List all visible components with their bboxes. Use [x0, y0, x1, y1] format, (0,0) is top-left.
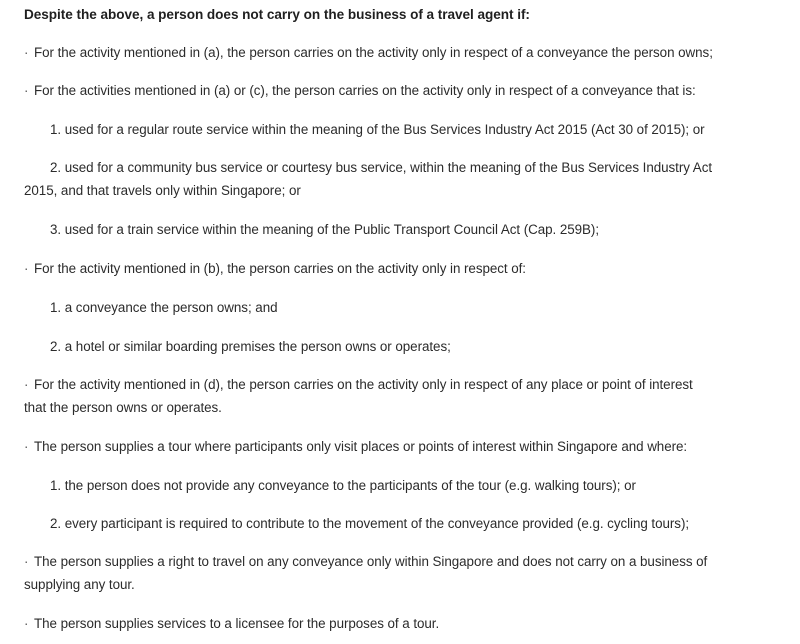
bullet-icon: ·: [24, 45, 29, 60]
list-item-text: For the activity mentioned in (b), the person carries on the activity only in respect of:: [34, 261, 526, 276]
sub-item-walking-tours: 1. the person does not provide any conveyance to the participants of the tour (e.g. walking tours); or: [50, 478, 636, 493]
list-item-text: The person supplies services to a licensee for the purposes of a tour.: [34, 616, 440, 631]
bullet-icon: ·: [24, 261, 29, 276]
list-item-text: For the activities mentioned in (a) or (c), the person carries on the activity only in respect of a conveyance that is:: [34, 83, 696, 98]
sub-item-regular-route: 1. used for a regular route service within the meaning of the Bus Services Industry Act 2015 (Act 30 of 2015); or: [50, 122, 705, 137]
bullet-icon: ·: [24, 377, 29, 392]
list-item-text: For the activity mentioned in (d), the person carries on the activity only in respect of any place or point of interest: [34, 377, 693, 392]
list-item-activity-d-line2: that the person owns or operates.: [24, 400, 222, 415]
list-item-right-to-travel-line1: [24, 551, 784, 573]
list-item-conveyance-types: [24, 80, 784, 102]
bullet-icon: ·: [24, 616, 29, 631]
list-item-licensee-services: [24, 613, 784, 635]
bullet-icon: ·: [24, 83, 29, 98]
sub-item-cycling-tours: 2. every participant is required to contribute to the movement of the conveyance provided (e.g. cycling tours);: [50, 516, 690, 531]
list-item-owned-conveyance: [24, 42, 784, 64]
list-item-right-to-travel-line2: supplying any tour.: [24, 577, 135, 592]
bullet-icon: ·: [24, 554, 29, 569]
list-item-activity-b: [24, 258, 784, 280]
sub-item-community-bus-line2: 2015, and that travels only within Singapore; or: [24, 183, 301, 198]
list-item-tour-within-singapore: [24, 436, 784, 458]
sub-item-train-service: 3. used for a train service within the meaning of the Public Transport Council Act (Cap. 259B);: [50, 222, 600, 237]
sub-item-community-bus-line1: 2. used for a community bus service or courtesy bus service, within the meaning of the Bus Services Industry Act: [50, 160, 713, 175]
list-item-text: The person supplies a tour where participants only visit places or points of interest within Singapore and where:: [34, 439, 688, 454]
list-item-text: The person supplies a right to travel on any conveyance only within Singapore and does not carry on a business of: [34, 554, 708, 569]
list-item-text: For the activity mentioned in (a), the person carries on the activity only in respect of a conveyance the person owns;: [34, 45, 713, 60]
sub-item-owned-conveyance: 1. a conveyance the person owns; and: [50, 300, 278, 315]
sub-item-hotel: 2. a hotel or similar boarding premises the person owns or operates;: [50, 339, 451, 354]
list-item-activity-d-line1: [24, 374, 784, 396]
bullet-icon: ·: [24, 439, 29, 454]
exemption-heading: Despite the above, a person does not carry on the business of a travel agent if:: [24, 7, 530, 22]
